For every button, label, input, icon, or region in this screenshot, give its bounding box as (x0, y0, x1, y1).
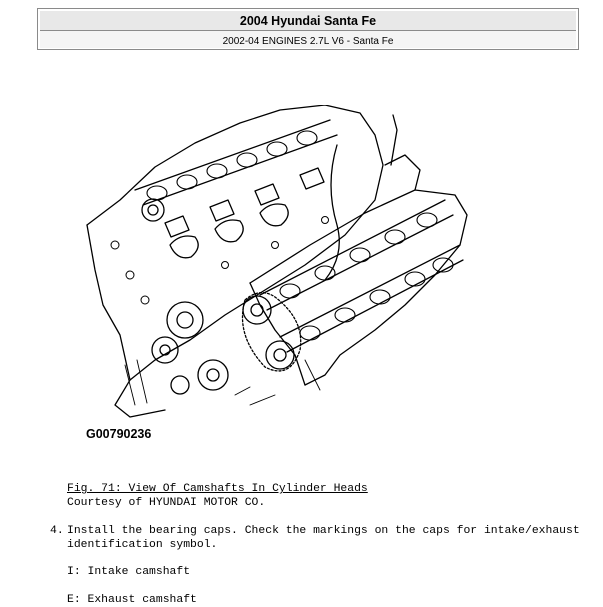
document-title: 2004 Hyundai Santa Fe (239, 14, 377, 28)
list-item-intake: I: Intake camshaft (67, 566, 191, 578)
list-item-exhaust: E: Exhaust camshaft (67, 594, 197, 606)
document-subtitle: 2002-04 ENGINES 2.7L V6 - Santa Fe (222, 36, 394, 47)
header-title-row (40, 11, 576, 31)
document-header (37, 8, 579, 50)
step-text-line-1: Install the bearing caps. Check the markings on the caps for intake/exhaust (67, 525, 580, 537)
figure-courtesy: Courtesy of HYUNDAI MOTOR CO. (67, 497, 266, 509)
engine-camshaft-illustration (75, 105, 485, 420)
step-number: 4. (50, 525, 64, 537)
figure-id: G00790236 (86, 427, 152, 441)
figure-caption: Fig. 71: View Of Camshafts In Cylinder Heads (67, 483, 368, 495)
step-text-line-2: identification symbol. (67, 539, 218, 551)
header-subtitle-row (40, 31, 576, 48)
